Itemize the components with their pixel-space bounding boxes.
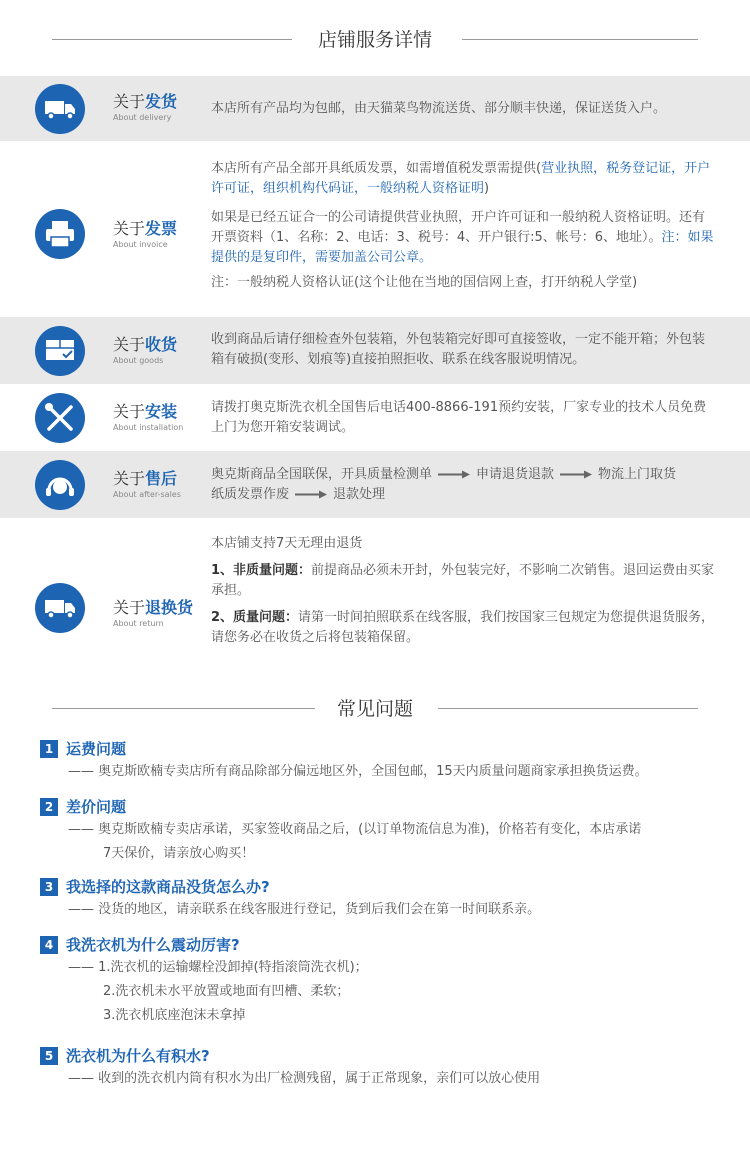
header-line-right [462, 39, 698, 40]
faq-answer: —— 奥克斯欧楠专卖店所有商品除部分偏远地区外，全国包邮，15天内质量问题商家承担换货运费。 [68, 764, 648, 779]
faq-question: 5 洗衣机为什么有积水? [40, 1045, 720, 1067]
faq-item-vibration [40, 934, 720, 1028]
return-truck-icon [35, 583, 85, 633]
after-sales-label: 关于售后 About after-sales [113, 469, 181, 499]
installation-description: 请拨打奥克斯洗衣机全国售后电话400-8866-191预约安装，厂家专业的技术人员免费上门为您开箱安装调试。 [211, 400, 707, 435]
service-row-installation [0, 384, 750, 451]
service-row-after-sales [0, 451, 750, 518]
service-row-invoice [0, 141, 750, 317]
printer-icon [35, 209, 85, 259]
faq-item-out-of-stock [40, 876, 720, 922]
arrow-right-icon [438, 470, 470, 479]
service-row-return [0, 518, 750, 658]
service-section-header [0, 25, 750, 55]
invoice-label: 关于发票 About invoice [113, 219, 178, 249]
faq-section-header [0, 694, 750, 724]
arrow-right-icon [295, 490, 327, 499]
package-check-icon [35, 326, 85, 376]
service-section-title: 店铺服务详情 [317, 29, 432, 51]
faq-answer: —— 没货的地区，请亲联系在线客服进行登记，货到后我们会在第一时间联系亲。 [68, 902, 541, 917]
after-sales-description: 奥克斯商品全国联保，开具质量检测单 申请退货退款 物流上门取货 纸质发票作废 退款处理 [211, 467, 677, 502]
faq-question: 3 我选择的这款商品没货怎么办? [40, 876, 720, 898]
goods-label: 关于收货 About goods [113, 335, 178, 365]
delivery-label: 关于发货 About delivery [113, 92, 178, 122]
faq-answer: —— 1.洗衣机的运输螺栓没卸掉(特指滚筒洗衣机)； 2.洗衣机未水平放置或地面有凹槽、柔软； 3.洗衣机底座泡沫未拿掉 [68, 960, 368, 1023]
goods-description: 收到商品后请仔细检查外包装箱，外包装箱完好即可直接签收，一定不能开箱；外包装箱有破损(变形、划痕等)直接拍照拒收、联系在线客服说明情况。 [211, 332, 706, 367]
faq-question: 2 差价问题 [40, 796, 720, 818]
return-label: 关于退换货 About return [113, 598, 194, 628]
service-row-goods [0, 317, 750, 384]
faq-item-standing-water [40, 1045, 720, 1091]
faq-question: 4 我洗衣机为什么震动厉害? [40, 934, 720, 956]
header-line-right [438, 708, 698, 709]
service-row-delivery [0, 76, 750, 141]
delivery-truck-icon [35, 84, 85, 134]
return-description: 本店铺支持7天无理由退货 1、非质量问题：前提商品必须未开封，外包装完好，不影响二次销售。退回运费由买家承担。 2、质量问题：请第一时间拍照联系在线客服，我们按国家三包规定为您提供退货服务，请您务必在收货之后将包装箱保留。 [211, 536, 715, 645]
arrow-right-icon [560, 470, 592, 479]
installation-label: 关于安装 About installation [113, 402, 184, 432]
headset-icon [35, 460, 85, 510]
wrench-screwdriver-icon [35, 393, 85, 443]
faq-item-shipping [40, 738, 720, 784]
faq-answer: —— 奥克斯欧楠专卖店承诺，买家签收商品之后，(以订单物流信息为准)，价格若有变化，本店承诺 7天保价，请亲放心购买！ [68, 822, 642, 861]
faq-item-price-difference [40, 796, 720, 866]
faq-question: 1 运费问题 [40, 738, 720, 760]
faq-section-title: 常见问题 [336, 698, 413, 720]
faq-answer: —— 收到的洗衣机内筒有积水为出厂检测残留，属于正常现象，亲们可以放心使用 [68, 1071, 541, 1086]
delivery-description: 本店所有产品均为包邮，由天猫菜鸟物流送货、部分顺丰快递，保证送货入户。 [211, 101, 667, 116]
invoice-description: 本店所有产品全部开具纸质发票，如需增值税发票需提供(营业执照，税务登记证，开户许可证，组织机构代码证，一般纳税人资格证明) 如果是已经五证合一的公司请提供营业执照，开户许可证和一般纳税人资格证明。还有开票资料（1、名称：2、电话：3、税号：4、开户银行:5、帐号：6、地址）。注：如果提供的是复印件，需要加盖公司公章。 注：一般纳税人资格认证(这个让他在当地的国信网上查，打开纳税人学堂) [211, 161, 714, 290]
